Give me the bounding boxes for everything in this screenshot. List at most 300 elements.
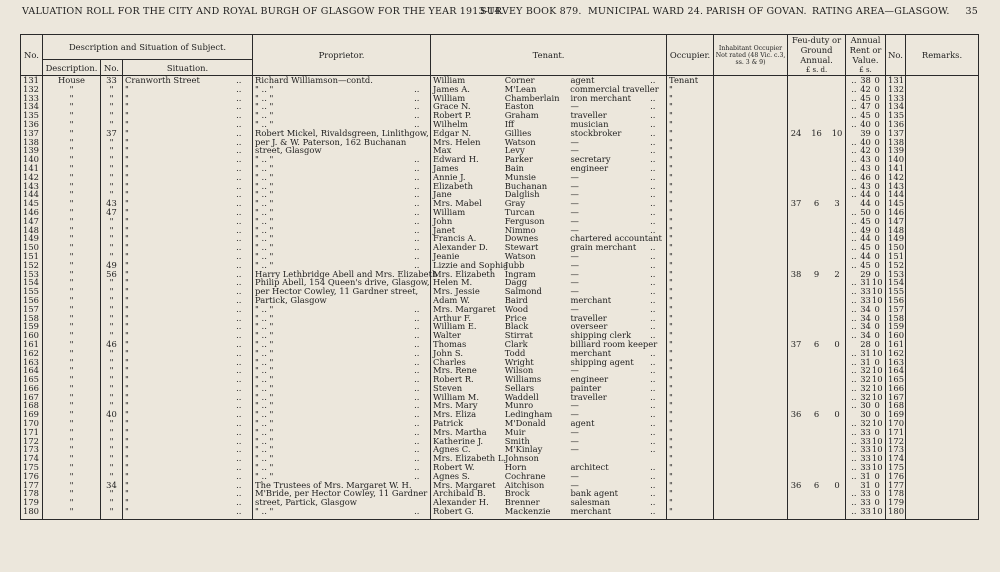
rent-shillings: 0 xyxy=(874,171,880,182)
row-no-2: 164 xyxy=(886,366,906,375)
rent-shillings: 10 xyxy=(871,286,883,297)
situation-leader: .. xyxy=(236,136,242,147)
row-occupier: " xyxy=(667,366,714,375)
situation-leader: .. xyxy=(236,338,242,349)
survey-book: SURVEY BOOK 879. xyxy=(480,6,582,17)
table-row xyxy=(21,199,979,208)
row-feu-duty xyxy=(788,340,846,349)
proprietor-leader: .. xyxy=(414,462,420,473)
tenant-last: M'Donald xyxy=(504,418,546,429)
row-feu-duty xyxy=(788,252,846,261)
situation-text: " xyxy=(125,268,129,279)
tenant-occupation: shipping clerk xyxy=(570,330,632,341)
proprietor-text: " .. " xyxy=(255,189,274,200)
rent-shillings: 0 xyxy=(874,198,880,209)
table-row xyxy=(21,278,979,287)
table-row xyxy=(21,384,979,393)
row-inhabitant xyxy=(714,401,788,410)
proprietor-leader: .. xyxy=(414,110,420,121)
row-number: " xyxy=(101,331,123,340)
row-inhabitant xyxy=(714,419,788,428)
row-inhabitant xyxy=(714,498,788,507)
row-description: " xyxy=(43,243,101,252)
tenant-first: Helen M. xyxy=(433,277,473,288)
tenant-first: William E. xyxy=(433,321,477,332)
row-feu-duty xyxy=(788,287,846,296)
row-description: " xyxy=(43,384,101,393)
tenant-last: Watson xyxy=(504,250,536,261)
row-proprietor xyxy=(253,349,431,358)
row-number: 33 xyxy=(101,76,123,85)
feu-pounds: 37 xyxy=(790,198,802,209)
situation-text: " xyxy=(125,470,129,481)
row-no-2: 141 xyxy=(886,164,906,173)
row-feu-duty xyxy=(788,164,846,173)
row-feu-duty xyxy=(788,146,846,155)
occupation-leader: .. xyxy=(650,118,656,129)
rent-pounds: 39 xyxy=(860,127,871,138)
situation-text: Cranworth Street xyxy=(125,75,200,85)
row-occupier: " xyxy=(667,314,714,323)
rent-leader: .. xyxy=(851,506,857,517)
situation-text: " xyxy=(125,453,129,464)
col-situation: Situation. xyxy=(123,60,253,76)
row-situation xyxy=(123,366,253,375)
row-no: 173 xyxy=(21,445,43,454)
tenant-occupation: — xyxy=(570,435,579,446)
rent-leader: .. xyxy=(851,391,857,402)
row-remarks xyxy=(906,226,979,235)
rent-shillings: 0 xyxy=(874,470,880,481)
row-no: 172 xyxy=(21,437,43,446)
feu-units: £ s. d. xyxy=(805,66,828,74)
row-feu-duty xyxy=(788,76,846,85)
proprietor-leader: .. xyxy=(414,259,420,270)
rent-leader: .. xyxy=(851,462,857,473)
table-row xyxy=(21,111,979,120)
tenant-last: Black xyxy=(504,321,529,332)
row-number: " xyxy=(101,375,123,384)
row-no: 134 xyxy=(21,102,43,111)
row-occupier: " xyxy=(667,401,714,410)
rent-leader: .. xyxy=(851,259,857,270)
row-occupier: " xyxy=(667,270,714,279)
situation-text: " xyxy=(125,136,129,147)
row-description: " xyxy=(43,437,101,446)
tenant-first: William xyxy=(433,92,466,103)
situation-text: " xyxy=(125,110,129,121)
row-number: " xyxy=(101,120,123,129)
row-remarks xyxy=(906,120,979,129)
row-situation xyxy=(123,322,253,331)
situation-text: " xyxy=(125,154,129,165)
tenant-first: Robert W. xyxy=(433,462,475,473)
col-description-group: Description and Situation of Subject. xyxy=(43,35,253,60)
row-remarks xyxy=(906,85,979,94)
rent-pounds: 33 xyxy=(860,426,871,437)
row-situation xyxy=(123,138,253,147)
tenant-occupation: traveller xyxy=(570,312,607,323)
occupation-leader: .. xyxy=(650,145,656,156)
row-no: 168 xyxy=(21,401,43,410)
rent-leader: .. xyxy=(851,83,857,94)
tenant-occupation: — xyxy=(570,198,579,209)
row-remarks xyxy=(906,419,979,428)
proprietor-text: per J. & W. Paterson, 162 Buchanan xyxy=(255,136,407,147)
row-no-2: 147 xyxy=(886,217,906,226)
row-number: " xyxy=(101,146,123,155)
row-occupier: " xyxy=(667,261,714,270)
row-occupier: " xyxy=(667,305,714,314)
row-no: 145 xyxy=(21,199,43,208)
row-no-2: 133 xyxy=(886,94,906,103)
row-remarks xyxy=(906,305,979,314)
row-no-2: 144 xyxy=(886,190,906,199)
row-number: " xyxy=(101,182,123,191)
row-description: " xyxy=(43,278,101,287)
row-number: " xyxy=(101,102,123,111)
tenant-last: Todd xyxy=(504,347,526,358)
row-occupier: " xyxy=(667,454,714,463)
rent-leader: .. xyxy=(851,206,857,217)
tenant-occupation: merchant xyxy=(570,347,612,358)
situation-leader: .. xyxy=(236,215,242,226)
rent-pounds: 43 xyxy=(860,154,871,165)
tenant-last: Bain xyxy=(504,162,524,173)
tenant-last: Williams xyxy=(504,374,542,385)
row-situation xyxy=(123,76,253,85)
proprietor-leader: .. xyxy=(414,365,420,376)
row-description: " xyxy=(43,305,101,314)
feu-pence: 0 xyxy=(834,479,840,490)
proprietor-text: " .. " xyxy=(255,162,274,173)
rent-shillings: 0 xyxy=(874,224,880,235)
tenant-occupation: musician xyxy=(570,118,609,129)
tenant-first: Robert R. xyxy=(433,374,474,385)
proprietor-text: " .. " xyxy=(255,374,274,385)
rent-shillings: 0 xyxy=(874,145,880,156)
row-description: " xyxy=(43,85,101,94)
row-description: " xyxy=(43,164,101,173)
occupation-leader: .. xyxy=(650,391,656,402)
rent-pounds: 34 xyxy=(860,321,871,332)
row-description: " xyxy=(43,454,101,463)
row-number: " xyxy=(101,111,123,120)
row-occupier: " xyxy=(667,498,714,507)
row-feu-duty xyxy=(788,314,846,323)
tenant-last: Corner xyxy=(504,75,535,85)
tenant-last: Parker xyxy=(504,154,534,165)
situation-text: " xyxy=(125,206,129,217)
table-row xyxy=(21,428,979,437)
tenant-first: Katherine J. xyxy=(433,435,484,446)
row-no-2: 180 xyxy=(886,507,906,520)
row-inhabitant xyxy=(714,243,788,252)
rent-leader: .. xyxy=(851,224,857,235)
row-occupier: " xyxy=(667,419,714,428)
table-row xyxy=(21,129,979,138)
proprietor-text: " .. " xyxy=(255,206,274,217)
tenant-occupation: shipping agent xyxy=(570,356,634,367)
situation-leader: .. xyxy=(236,426,242,437)
tenant-first: William xyxy=(433,75,466,85)
feu-pounds: 36 xyxy=(790,409,802,420)
row-tenant xyxy=(431,322,667,331)
rent-pounds: 44 xyxy=(860,250,871,261)
table-row xyxy=(21,305,979,314)
row-situation xyxy=(123,182,253,191)
row-number: " xyxy=(101,296,123,305)
row-number: " xyxy=(101,322,123,331)
row-situation xyxy=(123,111,253,120)
row-situation xyxy=(123,358,253,367)
row-situation xyxy=(123,445,253,454)
row-feu-duty xyxy=(788,445,846,454)
situation-text: " xyxy=(125,435,129,446)
rent-shillings: 0 xyxy=(874,92,880,103)
row-number: " xyxy=(101,358,123,367)
row-no: 155 xyxy=(21,287,43,296)
tenant-last: Waddell xyxy=(504,391,539,402)
row-proprietor xyxy=(253,340,431,349)
row-remarks xyxy=(906,173,979,182)
row-remarks xyxy=(906,393,979,402)
row-number: " xyxy=(101,226,123,235)
table-row xyxy=(21,94,979,103)
rent-shillings: 10 xyxy=(871,365,883,376)
row-situation xyxy=(123,507,253,520)
row-situation xyxy=(123,340,253,349)
occupation-leader: .. xyxy=(650,277,656,288)
table-row xyxy=(21,349,979,358)
situation-leader: .. xyxy=(236,400,242,411)
rent-pounds: 42 xyxy=(860,83,871,94)
proprietor-text: " .. " xyxy=(255,365,274,376)
row-tenant xyxy=(431,410,667,419)
feu-shillings: 6 xyxy=(813,338,820,349)
rent-shillings: 0 xyxy=(874,180,880,191)
row-no-2: 140 xyxy=(886,155,906,164)
row-description: " xyxy=(43,358,101,367)
rent-leader: .. xyxy=(851,418,857,429)
row-inhabitant xyxy=(714,340,788,349)
occupation-leader: .. xyxy=(650,215,656,226)
row-feu-duty xyxy=(788,296,846,305)
occupation-leader: .. xyxy=(650,154,656,165)
rent-shillings: 0 xyxy=(874,303,880,314)
row-proprietor xyxy=(253,146,431,155)
rent-shillings: 0 xyxy=(874,330,880,341)
row-inhabitant xyxy=(714,111,788,120)
rent-pounds: 31 xyxy=(860,470,871,481)
situation-text: " xyxy=(125,101,129,112)
row-number: " xyxy=(101,507,123,520)
rent-pounds: 33 xyxy=(860,435,871,446)
tenant-last: Munro xyxy=(504,400,534,411)
proprietor-leader: .. xyxy=(414,198,420,209)
row-proprietor xyxy=(253,173,431,182)
row-proprietor xyxy=(253,358,431,367)
tenant-last: Johnson xyxy=(505,453,539,464)
situation-leader: .. xyxy=(236,92,242,103)
rent-pounds: 44 xyxy=(860,233,871,244)
row-occupier: " xyxy=(667,322,714,331)
occupation-leader: .. xyxy=(650,400,656,411)
situation-text: " xyxy=(125,286,129,297)
col-remarks: Remarks. xyxy=(906,35,979,76)
rent-shillings: 0 xyxy=(874,409,880,420)
proprietor-text: street, Glasgow xyxy=(255,145,322,156)
row-description: " xyxy=(43,481,101,490)
row-number: " xyxy=(101,278,123,287)
row-no-2: 156 xyxy=(886,296,906,305)
proprietor-leader: .. xyxy=(414,189,420,200)
row-situation xyxy=(123,410,253,419)
situation-leader: .. xyxy=(236,189,242,200)
table-row xyxy=(21,463,979,472)
row-tenant xyxy=(431,217,667,226)
row-inhabitant xyxy=(714,164,788,173)
row-no: 157 xyxy=(21,305,43,314)
row-proprietor xyxy=(253,498,431,507)
tenant-first: James A. xyxy=(433,83,470,94)
table-row xyxy=(21,437,979,446)
proprietor-text: " .. " xyxy=(255,462,274,473)
row-no-2: 134 xyxy=(886,102,906,111)
rent-pounds: 47 xyxy=(860,101,871,112)
table-row xyxy=(21,138,979,147)
row-remarks xyxy=(906,437,979,446)
tenant-first: Alexander D. xyxy=(433,242,488,253)
tenant-last: M'Lean xyxy=(504,83,537,94)
row-situation xyxy=(123,472,253,481)
situation-text: " xyxy=(125,189,129,200)
row-no-2: 162 xyxy=(886,349,906,358)
proprietor-leader xyxy=(415,287,428,296)
row-situation xyxy=(123,419,253,428)
row-remarks xyxy=(906,322,979,331)
proprietor-text: " .. " xyxy=(255,110,274,121)
row-description: " xyxy=(43,217,101,226)
row-no: 133 xyxy=(21,94,43,103)
row-no: 138 xyxy=(21,138,43,147)
col-no-2: No. xyxy=(886,35,906,76)
row-situation xyxy=(123,437,253,446)
rent-pounds: 33 xyxy=(860,286,871,297)
tenant-first: Mrs. Jessie xyxy=(433,286,480,297)
table-row xyxy=(21,454,979,463)
rent-pounds: 29 xyxy=(860,268,871,279)
situation-text: " xyxy=(125,118,129,129)
row-no: 169 xyxy=(21,410,43,419)
proprietor-text: " .. " xyxy=(255,233,274,244)
row-inhabitant xyxy=(714,454,788,463)
row-remarks xyxy=(906,278,979,287)
rent-pounds: 33 xyxy=(860,462,871,473)
proprietor-text: " .. " xyxy=(255,444,274,455)
row-proprietor xyxy=(253,437,431,446)
rent-pounds: 45 xyxy=(860,242,871,253)
rent-pounds: 32 xyxy=(860,365,871,376)
row-remarks xyxy=(906,94,979,103)
row-no: 176 xyxy=(21,472,43,481)
row-occupier: " xyxy=(667,217,714,226)
row-feu-duty xyxy=(788,498,846,507)
tenant-first: Mrs. Margaret xyxy=(433,303,496,314)
rent-leader: .. xyxy=(851,294,857,305)
tenant-first: Agnes S. xyxy=(433,470,470,481)
row-description: " xyxy=(43,173,101,182)
occupation-leader: .. xyxy=(650,470,656,481)
row-remarks xyxy=(906,472,979,481)
rent-pounds: 33 xyxy=(860,294,871,305)
row-proprietor xyxy=(253,226,431,235)
rent-pounds: 45 xyxy=(860,215,871,226)
situation-text: " xyxy=(125,374,129,385)
roll-title: VALUATION ROLL FOR THE CITY AND ROYAL BURGH OF GLASGOW FOR THE YEAR 1913-14. xyxy=(22,6,504,17)
rent-shillings: 0 xyxy=(874,83,880,94)
row-occupier: " xyxy=(667,190,714,199)
row-inhabitant xyxy=(714,393,788,402)
row-tenant xyxy=(431,199,667,208)
proprietor-text: " .. " xyxy=(255,506,274,517)
feu-pence: 0 xyxy=(834,338,840,349)
proprietor-text: " .. " xyxy=(255,83,274,94)
feu-shillings: 6 xyxy=(813,409,820,420)
row-number: " xyxy=(101,94,123,103)
feu-label: Feu-duty or Ground Annual. xyxy=(791,35,842,65)
row-no: 141 xyxy=(21,164,43,173)
row-description: " xyxy=(43,419,101,428)
proprietor-text: " .. " xyxy=(255,418,274,429)
row-inhabitant xyxy=(714,208,788,217)
row-feu-duty xyxy=(788,138,846,147)
row-no-2: 178 xyxy=(886,489,906,498)
tenant-first: Lizzie and Sophia xyxy=(433,259,509,270)
rent-pounds: 31 xyxy=(860,277,871,288)
table-row xyxy=(21,358,979,367)
situation-text: " xyxy=(125,250,129,261)
row-no-2: 148 xyxy=(886,226,906,235)
proprietor-text: street, Partick, Glasgow xyxy=(255,497,357,508)
row-number: 47 xyxy=(101,208,123,217)
proprietor-leader: .. xyxy=(414,242,420,253)
row-inhabitant xyxy=(714,428,788,437)
tenant-occupation: — xyxy=(570,180,579,191)
table-row xyxy=(21,173,979,182)
row-situation xyxy=(123,278,253,287)
rent-pounds: 33 xyxy=(860,506,871,517)
row-no: 146 xyxy=(21,208,43,217)
row-no-2: 155 xyxy=(886,287,906,296)
row-inhabitant xyxy=(714,322,788,331)
proprietor-leader: .. xyxy=(414,330,420,341)
row-proprietor xyxy=(253,384,431,393)
occupation-leader: .. xyxy=(650,347,656,358)
row-situation xyxy=(123,190,253,199)
rent-shillings: 10 xyxy=(871,453,883,464)
row-no-2: 173 xyxy=(886,445,906,454)
tenant-occupation: — xyxy=(570,286,579,297)
occupation-leader: .. xyxy=(650,75,656,85)
row-tenant xyxy=(431,243,667,252)
row-feu-duty xyxy=(788,454,846,463)
row-description: " xyxy=(43,349,101,358)
row-no: 177 xyxy=(21,481,43,490)
rent-pounds: 45 xyxy=(860,92,871,103)
tenant-last: Ingram xyxy=(504,268,536,279)
table-row xyxy=(21,234,979,243)
